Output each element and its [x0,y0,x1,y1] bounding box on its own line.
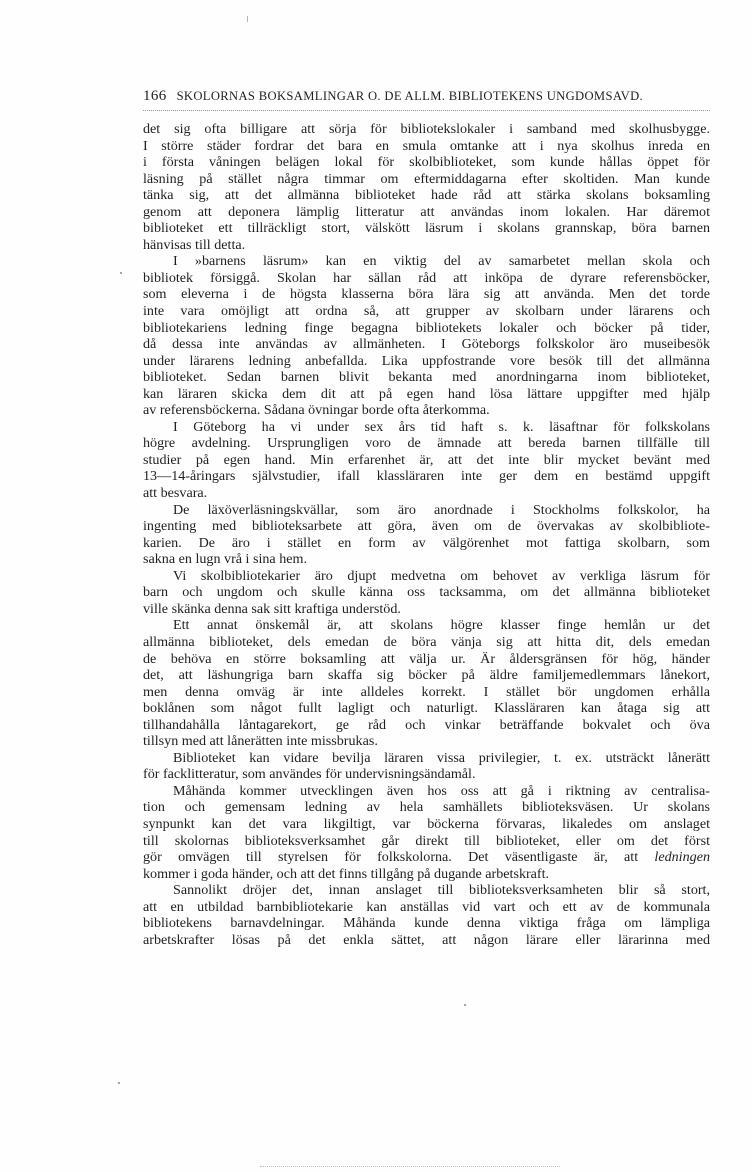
text-line: biblioteket. Sedan barnen blivit bekanta med anordningarna inom biblioteket, [143,369,710,386]
text-line: hänvisas till detta. [143,236,246,253]
header-rule [143,110,710,111]
text-line: Biblioteket kan vidare bevilja läraren vissa privilegier, t. ex. utsträckt lånerätt [173,749,710,766]
text-line: till skolornas biblioteksverksamhet går direkt till biblioteket, eller om det först [143,832,710,849]
text-line: att en utbildad barnbibliotekarie kan anställas vid vart och ett av de kommunala [143,898,710,915]
text-line: De läxöverläsningskvällar, som äro anordnade i Stockholms folkskolor, ha [173,501,710,518]
text-line: ingenting med biblioteksarbete att göra, även om de övervakas av skolbibliote- [143,518,710,535]
text-line: karien. De äro i stället en form av välgörenhet mot fattiga skolbarn, som [143,534,710,551]
scan-speck [118,1082,120,1084]
text-run: gör omvägen till styrelsen för folkskolorna. Det väsentligaste är, att [143,849,639,866]
text-line: ville skänka denna sak sitt kraftiga understöd. [143,600,401,617]
text-line: inte vara omöjligt att ordna så, att grupper av skolbarn under lärarens och [143,303,710,320]
text-line-with-emphasis [143,849,710,866]
text-line: för facklitteratur, som användes för undervisningsändamål. [143,766,476,783]
running-title: SKOLORNAS BOKSAMLINGAR O. DE ALLM. BIBLIOTEKENS UNGDOMSAVD. [176,89,644,103]
emphasized-word: ledningen [654,849,710,866]
scan-speck [120,272,122,274]
text-line: sakna en lugn vrå i sina hem. [143,551,307,568]
text-line: det sig ofta billigare att sörja för bibliotekslokaler i samband med skolhusbygge. [143,121,710,137]
scan-mark [247,16,248,22]
text-line: biblioteket ett tillräckligt stort, välskött läsrum i skolans grannskap, böra barnen [143,220,710,237]
text-line: men denna omväg är inte alldeles korrekt. I stället bör ungdomen erhålla [143,683,710,700]
text-line: tänka sig, att det allmänna biblioteket hade råd att stärka skolans boksamling [143,187,710,204]
text-line: under lärarens ledning anbefallda. Lika uppfostrande vore besök till det allmänna [143,352,710,369]
page-header [143,84,710,108]
text-line: synpunkt kan det vara likgiltigt, var böckerna förvaras, likaledes om anslaget [143,815,710,832]
text-line: kan läraren skicka dem dit att på egen hand lösa lättare uppgifter med hjälp [143,385,710,402]
text-line: kommer i goda händer, och att det finns tillgång på dugande arbetskraft. [143,865,550,882]
text-line: 13—14-åringars självstudier, ifall klassläraren inte ger dem en bestämd uppgift [143,468,710,485]
text-line: bibliotekens barnavdelningar. Måhända kunde denna viktiga fråga om lämpliga [143,915,710,932]
text-line: Ett annat önskemål är, att skolans högre klasser finge hemlån ur det [173,617,710,634]
text-line: studier på egen hand. Min erfarenhet är, att det inte blir mycket bevänt med [143,451,710,468]
text-line: arbetskrafter lösas på det enkla sättet, att någon lärare eller lärarinna med [143,931,710,948]
text-line: I Göteborg ha vi under sex års tid haft s. k. läsaftnar för folkskolans [173,418,710,435]
text-line: att besvara. [143,485,208,502]
text-line: tion och gemensam ledning av hela samhällets biblioteksväsen. Ur skolans [143,799,710,816]
text-line: tillhandahålla låntagarekort, ge råd och vinkar beträffande bokvalet och öva [143,716,710,733]
text-line: i första våningen belägen lokal för skolbiblioteket, som kunde hållas öppet för [143,154,710,171]
text-line: I »barnens läsrum» kan en viktig del av samarbetet mellan skola och [173,253,710,270]
text-line: läsning på stället några timmar om eftermiddagarna efter skoltiden. Man kunde [143,170,710,187]
text-line: Sannolikt dröjer det, innan anslaget till biblioteksverksamheten blir så stort, [173,882,710,899]
text-line: då dessa inte användas av allmänheten. I Göteborgs folkskolor äro museibesök [143,336,710,353]
text-line: Måhända kommer utvecklingen även hos oss att gå i riktning av centralisa- [173,782,710,799]
page-number: 166 [143,88,167,104]
scan-edge [260,1166,560,1167]
text-line: de behöva en större boksamling att välja ur. Är åldersgränsen för hög, händer [143,650,710,667]
text-line: genom att deponera lämplig litteratur att användas inom lokalen. Har däremot [143,203,710,220]
text-line: bibliotek försiggå. Skolan har sällan råd att inköpa de dyrare referensböcker, [143,269,710,286]
text-line: boklånen som något fullt lagligt och naturligt. Klassläraren kan åtaga sig att [143,700,710,717]
text-line: tillsyn med att lånerätten inte missbrukas. [143,733,378,750]
text-line: allmänna biblioteket, dels emedan de böra vänja sig att hitta dit, dels emedan [143,633,710,650]
text-line: av referensböckerna. Sådana övningar borde ofta återkomma. [143,402,490,419]
text-line: barn och ungdom och skulle känna oss tacksamma, om det allmänna biblioteket [143,584,710,601]
text-line: som eleverna i de högsta klasserna böra lära sig att använda. Men det torde [143,286,710,303]
body-text [143,121,710,948]
text-line: Vi skolbibliotekarier äro djupt medvetna om behovet av verkliga läsrum för [173,567,710,584]
scan-speck [464,1004,466,1006]
text-line: I större städer fordrar det bara en smula omtanke att i nya skolhus inreda en [143,137,710,154]
text-line: högre avdelning. Ursprungligen voro de ämnade att bereda barnen tillfälle till [143,435,710,452]
text-line: bibliotekariens ledning finge begagna bibliotekets lokaler och böcker på tider, [143,319,710,336]
text-line: det, att läshungriga barn skaffa sig böcker på äldre familjemedlemmars lånekort, [143,667,710,684]
